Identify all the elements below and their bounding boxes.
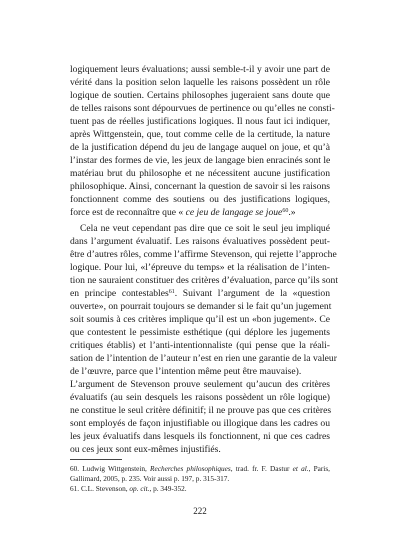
footnote-text: , trad. fr. F. Dastur <box>230 464 293 473</box>
footnote-60-cont: Gallimard, 2005, p. 235. Voir aussi p. 197, p. 315-317. <box>70 474 230 483</box>
footnote-title: Recherches philosophiques <box>150 464 231 473</box>
footnote-ref-61: 61 <box>168 289 175 295</box>
body-text-line: de l’œuvre, parce que l’intention même peut être mauvaise). <box>70 366 302 377</box>
body-text-line: ou ces jeux sont eux-mêmes injustifiés. <box>70 444 221 455</box>
body-text-line: critiques établis) et l’anti-intentionnaliste (qui pense que la réali- <box>70 340 330 351</box>
body-text-line: L’argument de Stevenson prouve seulement qu’aucun des critères <box>70 379 330 390</box>
footnote-text: 61. C.L. Stevenson, <box>70 484 130 493</box>
body-text-line: matériau brut du philosophe et ne nécessitent aucune justification <box>70 168 330 179</box>
quote-tail: .» <box>288 207 296 218</box>
body-text-line: évaluatifs (au sein desquels les raisons possèdent un rôle logique) <box>70 392 330 403</box>
body-text-line: sation de l’intention de l’auteur n’est en rien une garantie de la valeur <box>70 353 337 364</box>
body-text-line: Cela ne veut cependant pas dire que ce soit le seul jeu impliqué <box>80 223 330 234</box>
body-text-line: l’instar des formes de vie, les jeux de langage bien enracinés sont le <box>70 155 331 166</box>
footnote-separator <box>70 459 122 460</box>
body-text-line: philosophique. Ainsi, concernant la question de savoir si les raisons <box>70 181 330 192</box>
footnote-60 <box>70 464 330 474</box>
footnote-etal: et al. <box>292 464 309 473</box>
body-text-line: de telles raisons sont dépourvues de pertinence ou qu’elles ne consti- <box>70 103 335 114</box>
body-text-line: sont employés de façon injustifiable ou illogique dans les cadres ou <box>70 418 330 429</box>
body-text-line: que contestent le pessimiste esthétique (qui déplore les jugements <box>70 327 330 338</box>
footnote-text: , p. 349-352. <box>149 484 187 493</box>
body-text-line: fonctionnent comme des soutiens ou des justifications logiques, <box>70 194 330 205</box>
footnote-opcit: op. cit. <box>129 484 150 493</box>
footnote-text: 60. Ludwig Wittgenstein, <box>70 464 151 473</box>
quote-lead: force est de reconnaître que « <box>70 207 184 218</box>
footnote-61 <box>70 484 330 494</box>
body-text-line: soit soumis à ces critères implique qu’il est un «bon jugement». Ce <box>70 314 330 325</box>
body-text-line: logiquement leurs évaluations; aussi semble-t-il y avoir une part de <box>70 64 330 75</box>
footnote-text: , Paris, <box>308 464 330 473</box>
body-text-line: ne constitue le seul critère définitif; il ne prouve pas que ces critères <box>70 405 332 416</box>
body-text-line: de la justification dépend du jeu de langage auquel on joue, et qu’à <box>70 142 330 153</box>
body-text-line: vérité dans la position selon laquelle les raisons possèdent un rôle <box>70 77 330 88</box>
body-text-line: tuent pas de réelles justifications logiques. Il nous faut ici indiquer, <box>70 116 330 127</box>
body-text-line: les jeux évaluatifs dans lesquels ils fonctionnent, ni que ces cadres <box>70 431 330 442</box>
body-text-line: logique. Pour lui, «l’épreuve du temps» et la réalisation de l’inten- <box>70 262 330 273</box>
body-text-line: après Wittgenstein, que, tout comme celle de la certitude, la nature <box>70 129 330 140</box>
body-text-line: ouverte», on pourrait toujours se demander si le fait qu’un jugement <box>70 301 332 312</box>
page-number: 222 <box>193 506 207 516</box>
body-text-line <box>70 287 330 300</box>
body-text-line: dans l’argument évaluatif. Les raisons évaluatives possèdent peut- <box>70 236 330 247</box>
body-text-line: tion ne sauraient constituer des critères d’évaluation, parce qu’ils sont <box>70 275 339 286</box>
body-text-line: être d’autres rôles, comme l’affirme Stevenson, qui rejette l’approche <box>70 249 337 260</box>
footnote-ref-60: 60 <box>282 208 289 214</box>
text-segment: . Suivant l’argument de la «question <box>174 288 330 299</box>
text-segment: en principe contestables <box>70 288 169 299</box>
quote-italic: ce jeu de langage se joue <box>183 207 283 218</box>
body-text-line: logique de soutien. Certains philosophes jugeraient sans doute que <box>70 90 330 101</box>
body-text-line <box>70 206 330 219</box>
